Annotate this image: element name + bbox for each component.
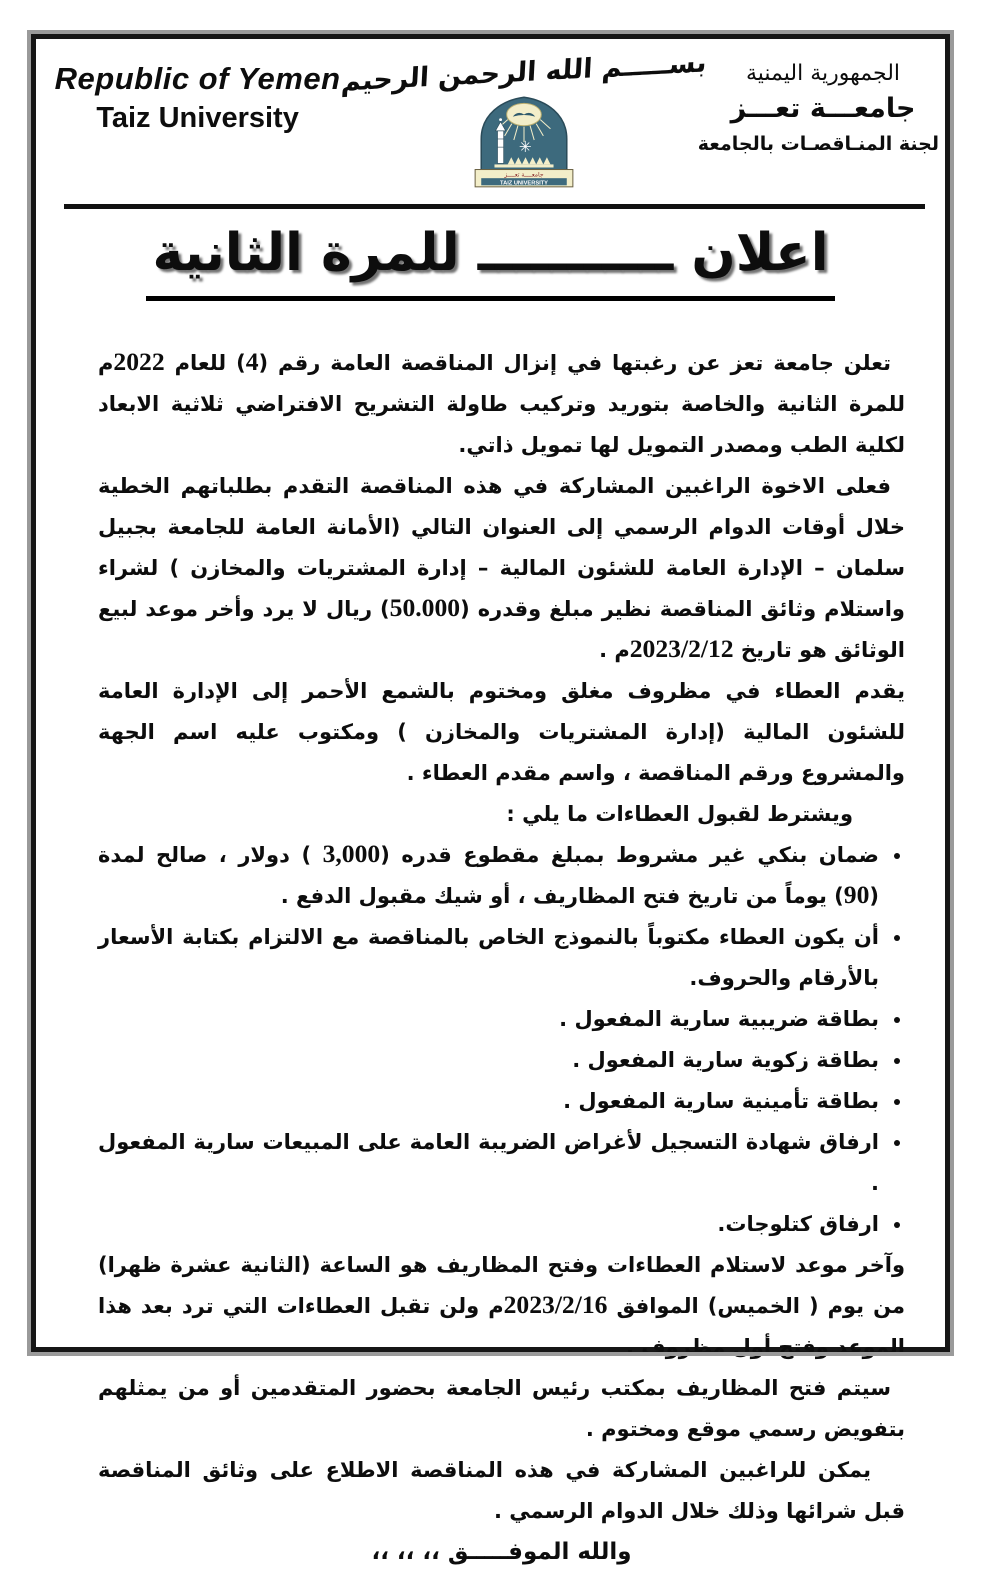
university-logo bbox=[341, 92, 707, 192]
university-name-en: Taiz University bbox=[96, 102, 299, 134]
condition-catalogs: • ارفاق كتلوجات. bbox=[98, 1204, 881, 1245]
logo-caption-english: TAIZ UNIVERSITY bbox=[500, 180, 549, 187]
condition-zakat-card: • بطاقة زكوية سارية المفعول . bbox=[98, 1040, 881, 1081]
condition-sales-tax-cert: • ارفاق شهادة التسجيل لأغراض الضريبة العامة على المبيعات سارية المفعول . bbox=[98, 1122, 881, 1204]
condition-bid-form: • أن يكون العطاء مكتوباً بالنموذج الخاص بالمناقصة مع الالتزام بكتابة الأسعار بالأرقام والحروف. bbox=[98, 917, 881, 999]
closing-blessing: والله الموفـــــق ،، ،، ،، bbox=[371, 1539, 632, 1565]
letterhead-english bbox=[54, 55, 341, 135]
bismillah-calligraphy: بســـــم الله الرحمن الرحيم bbox=[340, 47, 708, 98]
logo-caption-arabic: جامعــــة تعــــز bbox=[504, 171, 544, 179]
paragraph-deadline: وآخر موعد لاستلام العطاءات وفتح المظاريف هو الساعة (الثانية عشرة ظهرا) من يوم ( الخميس) الموافق 2023/2/16م ولن تقبل العطاءات التي ترد بعد هذا الموعد وفتح أول مظروف . bbox=[98, 1253, 906, 1359]
document-frame bbox=[31, 34, 950, 1565]
letterhead bbox=[36, 39, 945, 192]
tenders-committee-label: لجنة المنـاقصـات بالجامعة bbox=[697, 133, 939, 155]
letterhead-center bbox=[340, 47, 708, 192]
paragraph-application: فعلى الاخوة الراغبين المشاركة في هذه المناقصة التقدم بطلباتهم الخطية خلال أوقات الدوام الرسمي إلى العنوان التالي (الأمانة العامة للجامعة بجبيل سلمان – الإدارة العامة للشئون المالية – إدارة المشتريات والمخازن ) لشراء واستلام وثائق المناقصة نظير مبلغ وقدره (50.000) ريال لا يرد وأخر موعد لبيع الوثائق هو تاريخ 2023/2/12م . bbox=[98, 474, 905, 663]
header-divider bbox=[64, 204, 925, 209]
page-title: اعلان ـــــــــــ للمرة الثانية bbox=[146, 221, 834, 301]
paragraph-envelope: يقدم العطاء في مظروف مغلق ومختوم بالشمع الأحمر إلى الإدارة العامة للشئون المالية (إدارة المشتريات والمخازن ) ومكتوب عليه اسم الجهة والمشروع ورقم المناقصة ، واسم مقدم العطاء . bbox=[98, 679, 905, 785]
country-name-en: Republic of Yemen bbox=[54, 61, 341, 96]
country-name-ar: الجمهورية اليمنية bbox=[745, 61, 901, 86]
taiz-university-emblem-icon bbox=[468, 92, 580, 188]
conditions-intro: ويشترط لقبول العطاءات ما يلي : bbox=[506, 802, 853, 826]
university-name-ar: جامعـــة تعـــز bbox=[730, 93, 916, 124]
logo-banner bbox=[475, 170, 573, 187]
paragraph-tender-intro: تعلن جامعة تعز عن رغبتها في إنزال المناقصة العامة رقم (4) للعام 2022م للمرة الثانية والخاصة بتوريد وتركيب طاولة التشريح الافتراضي ثلاثية الابعاد لكلية الطب ومصدر التمويل لها تمويل ذاتي. bbox=[98, 347, 905, 457]
letterhead-arabic bbox=[697, 55, 939, 155]
condition-insurance-card: • بطاقة تأمينية سارية المفعول . bbox=[98, 1081, 881, 1122]
announcement-body bbox=[98, 343, 905, 1573]
flower-icon: ✳ bbox=[519, 138, 532, 157]
paragraph-opening: سيتم فتح المظاريف بمكتب رئيس الجامعة بحضور المتقدمين أو من يمثلهم بتفويض رسمي موقع ومختوم . bbox=[98, 1376, 905, 1441]
condition-bank-guarantee: • ضمان بنكي غير مشروط بمبلغ مقطوع قدره (3,000 ) دولار ، صالح لمدة (90) يوماً من تاريخ فتح المظاريف ، أو شيك مقبول الدفع . bbox=[98, 835, 881, 917]
logo-base-line bbox=[495, 164, 554, 167]
title-block bbox=[36, 221, 945, 301]
condition-tax-card: • بطاقة ضريبية سارية المفعول . bbox=[98, 999, 881, 1040]
conditions-list bbox=[98, 835, 905, 1245]
paragraph-review-docs: يمكن للراغبين المشاركة في هذه المناقصة الاطلاع على وثائق المناقصة قبل شرائها وذلك خلال الدوام الرسمي . bbox=[98, 1458, 905, 1523]
